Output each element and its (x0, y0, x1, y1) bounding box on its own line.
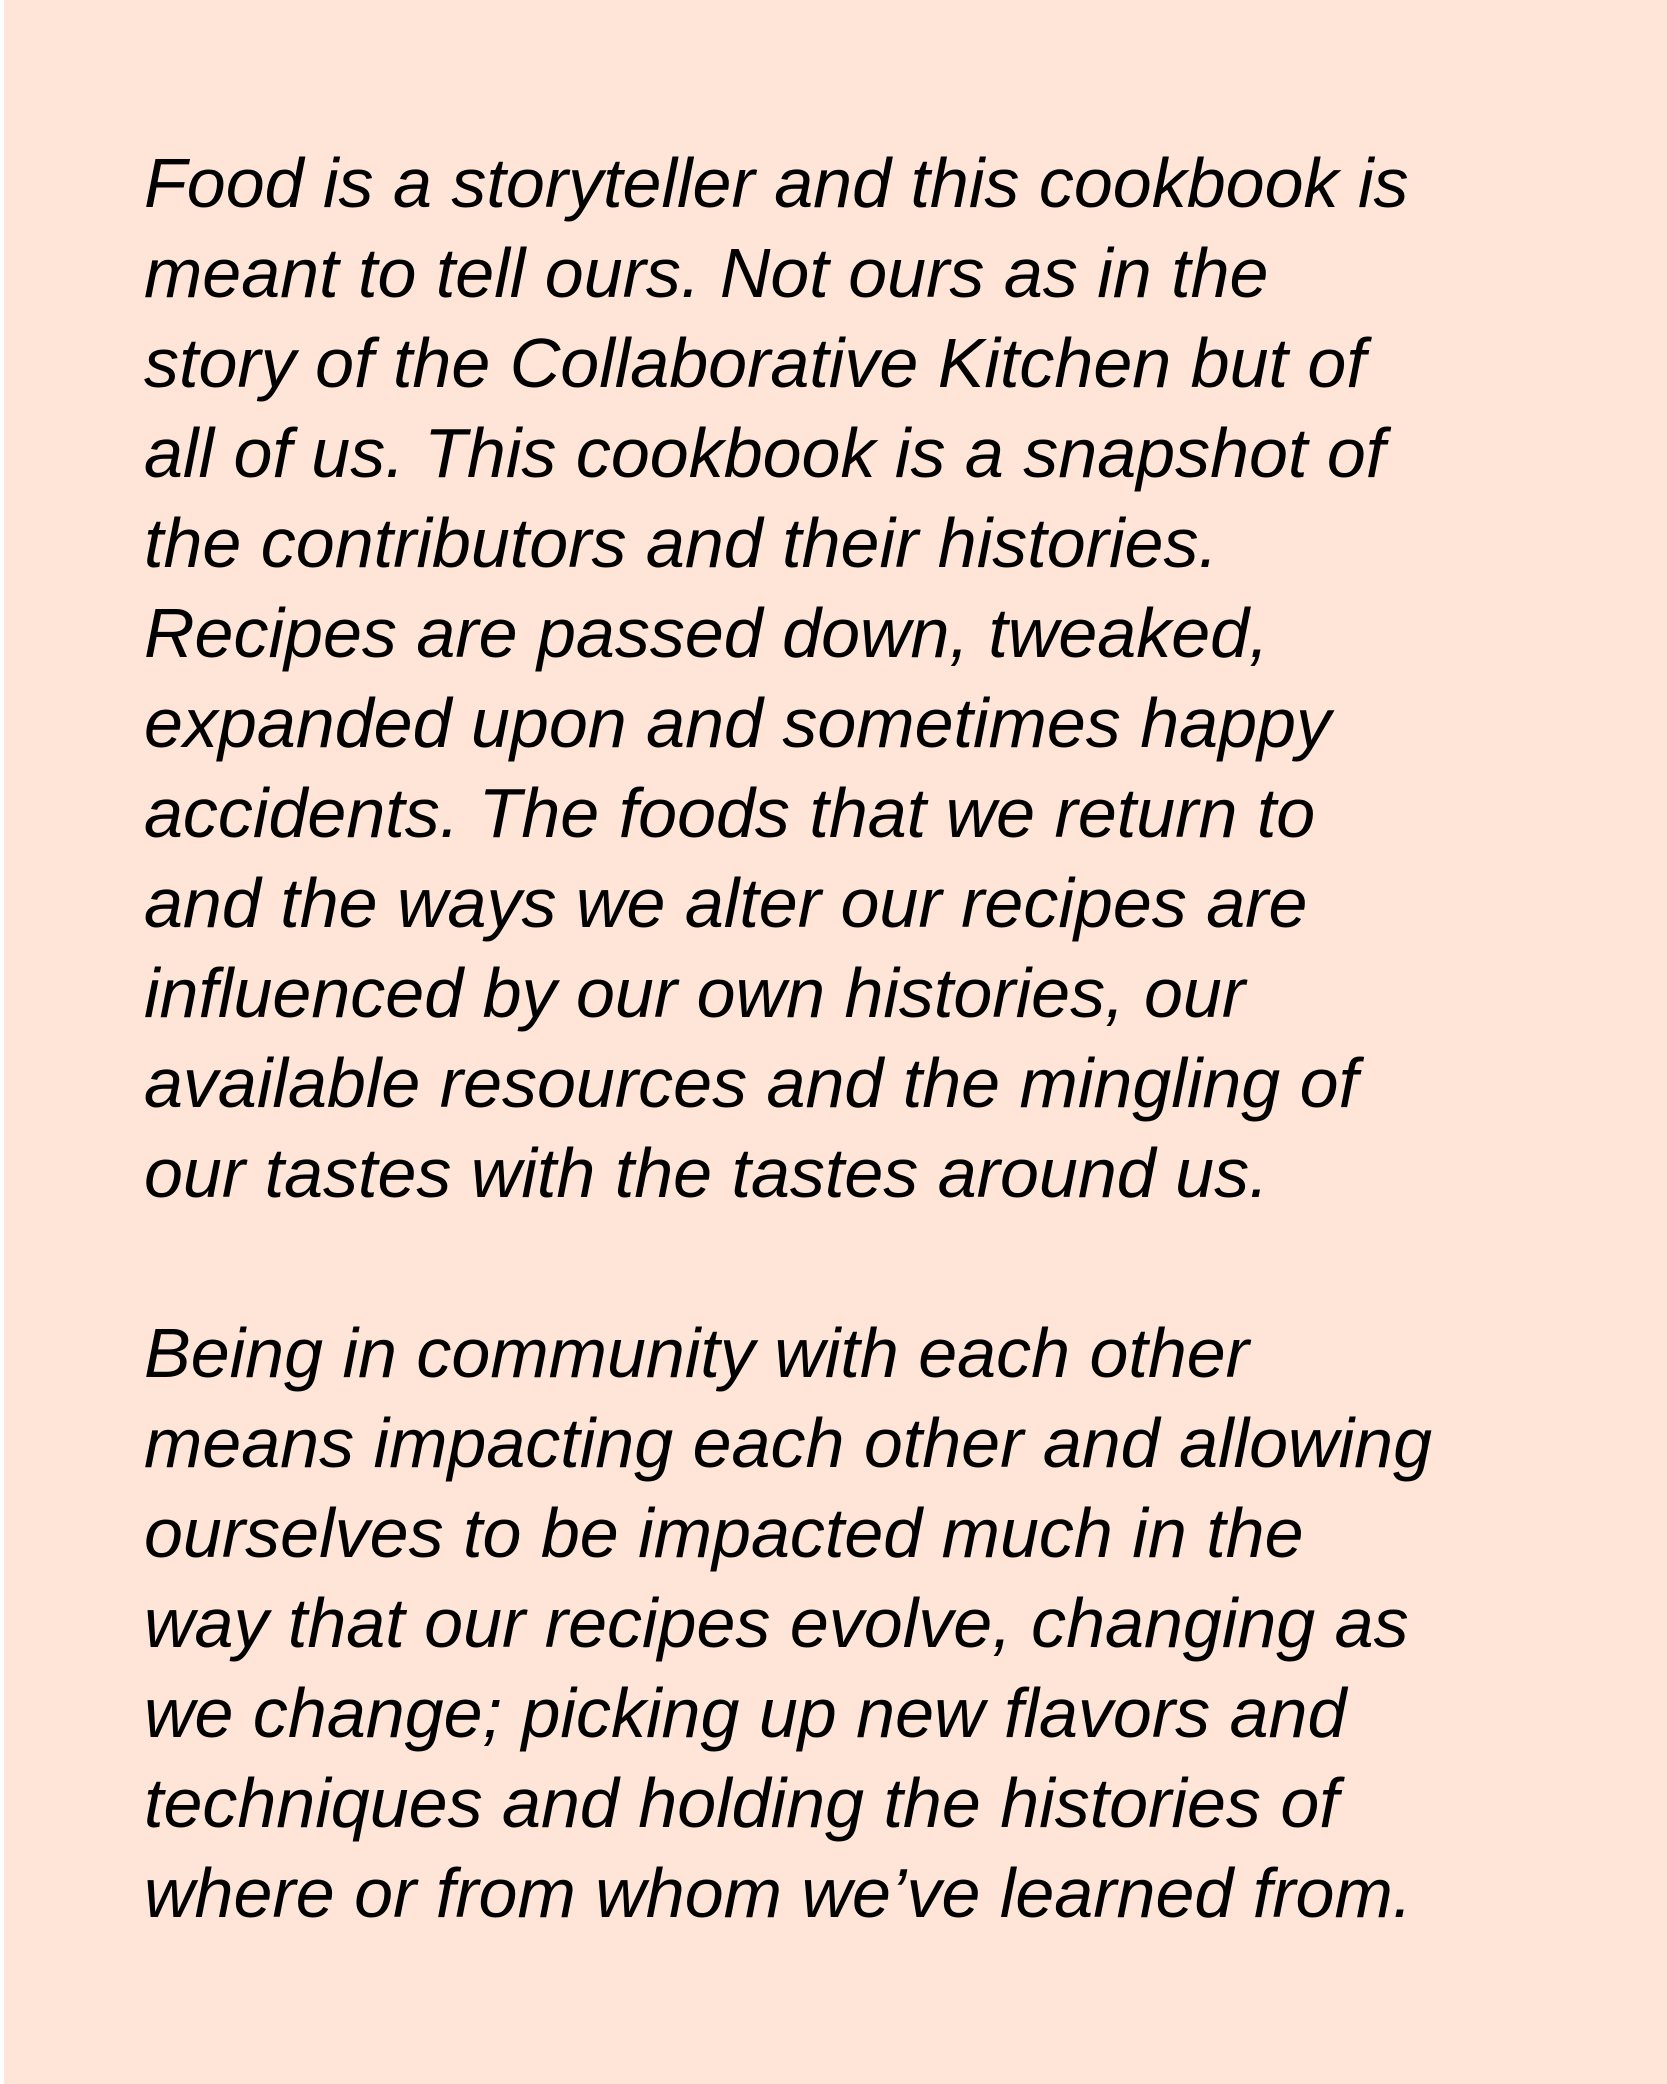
text-line: expanded upon and sometimes happy (144, 684, 1331, 762)
text-line: we change; picking up new flavors and (144, 1674, 1347, 1752)
intro-paragraph-1 (144, 138, 1624, 1218)
text-line: our tastes with the tastes around us. (144, 1134, 1269, 1212)
text-line: Being in community with each other (144, 1314, 1249, 1392)
text-line: and the ways we alter our recipes are (144, 864, 1308, 942)
text-line: accidents. The foods that we return to (144, 774, 1316, 852)
text-line: Recipes are passed down, tweaked, (144, 594, 1269, 672)
text-line: where or from whom we’ve learned from. (144, 1854, 1413, 1932)
text-line: available resources and the mingling of (144, 1044, 1359, 1122)
text-line: techniques and holding the histories of (144, 1764, 1339, 1842)
text-line: story of the Collaborative Kitchen but of (144, 324, 1366, 402)
text-line: ourselves to be impacted much in the (144, 1494, 1304, 1572)
intro-paragraph-2 (144, 1308, 1624, 1938)
text-line: the contributors and their histories. (144, 504, 1218, 582)
text-line: influenced by our own histories, our (144, 954, 1246, 1032)
text-line: all of us. This cookbook is a snapshot of (144, 414, 1386, 492)
text-line: Food is a storyteller and this cookbook is (144, 144, 1409, 222)
text-line: way that our recipes evolve, changing as (144, 1584, 1409, 1662)
text-line: means impacting each other and allowing (144, 1404, 1432, 1482)
text-line: meant to tell ours. Not ours as in the (144, 234, 1269, 312)
cookbook-page (4, 0, 1667, 2084)
